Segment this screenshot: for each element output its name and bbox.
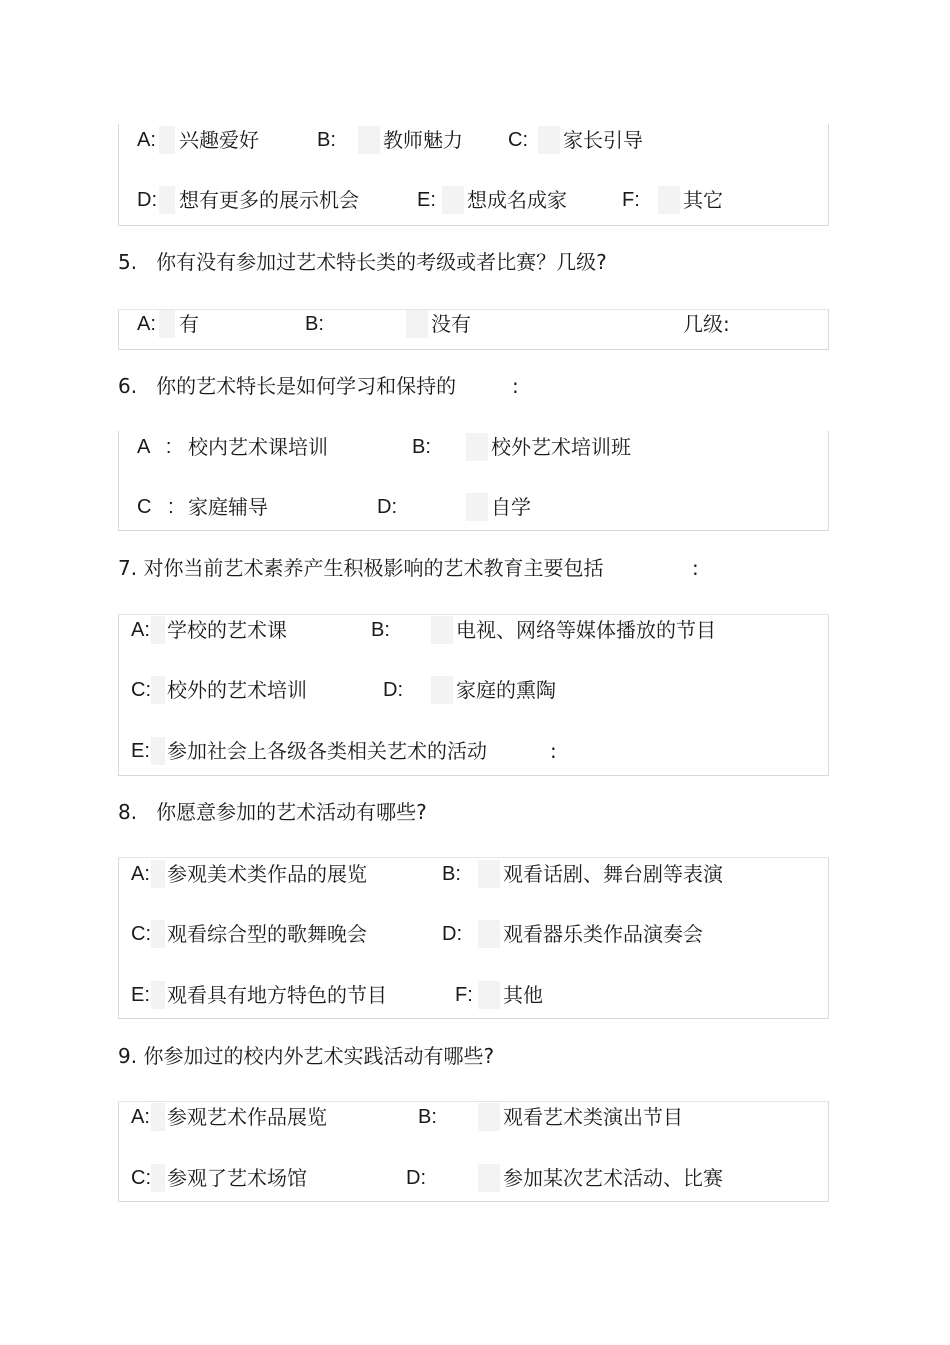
answer-blank (478, 860, 500, 888)
answer-blank (159, 126, 175, 154)
q7-option-e-text: 参加社会上各级各类相关艺术的活动 (167, 739, 487, 763)
q7-option-d-text: 家庭的熏陶 (456, 678, 556, 702)
q4-option-b-text: 教师魅力 (383, 128, 463, 152)
q7-option-c-letter: C: (131, 679, 151, 701)
answer-blank (478, 1164, 500, 1192)
answer-blank (151, 1164, 165, 1192)
q9-title: 9. 你参加过的校内外艺术实践活动有哪些? (118, 1044, 495, 1068)
q6-option-c-letter: C : (137, 496, 174, 518)
q8-title: 8. 你愿意参加的艺术活动有哪些? (118, 800, 427, 824)
q5-option-b-text: 没有 (431, 312, 471, 336)
q9-option-c-letter: C: (131, 1167, 151, 1189)
answer-blank (658, 186, 680, 214)
q8-option-c-letter: C: (131, 923, 151, 945)
q8-option-c-text: 观看综合型的歌舞晚会 (167, 922, 367, 946)
q6-option-b-letter: B: (412, 436, 431, 458)
q5-option-a-letter: A: (137, 313, 156, 335)
q8-option-e-text: 观看具有地方特色的节目 (167, 983, 387, 1007)
q5-option-a-text: 有 (179, 312, 199, 336)
q8-option-d-text: 观看器乐类作品演奏会 (503, 922, 703, 946)
q8-option-e-letter: E: (131, 984, 150, 1006)
q9-option-b-letter: B: (418, 1106, 437, 1128)
q8-option-f-text: 其他 (503, 983, 543, 1007)
q9-option-b-text: 观看艺术类演出节目 (503, 1105, 683, 1129)
q6-option-d-text: 自学 (491, 495, 531, 519)
q6-title-colon: : (512, 374, 519, 398)
q7-option-e-colon: : (550, 739, 557, 763)
q9-option-a-text: 参观艺术作品展览 (167, 1105, 327, 1129)
answer-blank (478, 1103, 500, 1131)
q4-option-a-letter: A: (137, 129, 156, 151)
q7-title: 7. 对你当前艺术素养产生积极影响的艺术教育主要包括 (118, 556, 604, 580)
q9-option-d-text: 参加某次艺术活动、比赛 (503, 1166, 723, 1190)
answer-blank (159, 186, 175, 214)
answer-blank (466, 493, 488, 521)
answer-blank (151, 616, 165, 644)
q5-option-b-letter: B: (305, 313, 324, 335)
answer-blank (159, 310, 175, 338)
q4-option-f-letter: F: (622, 189, 640, 211)
q7-option-a-text: 学校的艺术课 (167, 618, 287, 642)
q4-option-e-letter: E: (417, 189, 436, 211)
q8-option-a-text: 参观美术类作品的展览 (167, 862, 367, 886)
answer-blank (151, 920, 165, 948)
q4-option-c-letter: C: (508, 129, 528, 151)
q8-option-d-letter: D: (442, 923, 462, 945)
q8-option-a-letter: A: (131, 863, 150, 885)
q8-option-b-letter: B: (442, 863, 461, 885)
q6-option-d-letter: D: (377, 496, 397, 518)
q8-option-f-letter: F: (455, 984, 473, 1006)
answer-blank (431, 676, 453, 704)
answer-blank (358, 126, 380, 154)
q8-option-b-text: 观看话剧、舞台剧等表演 (503, 862, 723, 886)
q9-option-d-letter: D: (406, 1167, 426, 1189)
q4-option-b-letter: B: (317, 129, 336, 151)
q7-option-c-text: 校外的艺术培训 (167, 678, 307, 702)
answer-blank (478, 981, 500, 1009)
q4-option-d-text: 想有更多的展示机会 (179, 188, 359, 212)
q7-option-e-letter: E: (131, 740, 150, 762)
q4-option-d-letter: D: (137, 189, 157, 211)
q6-option-a-text: 校内艺术课培训 (188, 435, 328, 459)
answer-blank (406, 310, 428, 338)
answer-blank (151, 860, 165, 888)
q6-option-b-text: 校外艺术培训班 (491, 435, 631, 459)
q9-option-a-letter: A: (131, 1106, 150, 1128)
answer-blank (442, 186, 464, 214)
answer-blank (151, 1103, 165, 1131)
answer-blank (151, 676, 165, 704)
q4-option-e-text: 想成名成家 (467, 188, 567, 212)
answer-blank (478, 920, 500, 948)
q7-option-d-letter: D: (383, 679, 403, 701)
q7-option-a-letter: A: (131, 619, 150, 641)
q9-option-c-text: 参观了艺术场馆 (167, 1166, 307, 1190)
q7-option-b-letter: B: (371, 619, 390, 641)
q5-level-label: 几级: (683, 312, 730, 336)
q5-title: 5. 你有没有参加过艺术特长类的考级或者比赛？几级? (118, 250, 607, 274)
answer-blank (431, 616, 453, 644)
answer-blank (151, 981, 165, 1009)
answer-blank (151, 737, 165, 765)
q4-option-f-text: 其它 (683, 188, 723, 212)
answer-blank (538, 126, 560, 154)
q6-title: 6. 你的艺术特长是如何学习和保持的 (118, 374, 457, 398)
q7-option-b-text: 电视、网络等媒体播放的节目 (456, 618, 716, 642)
q6-option-a-letter: A : (137, 436, 172, 458)
answer-blank (466, 433, 488, 461)
q7-title-colon: : (692, 556, 699, 580)
q6-option-c-text: 家庭辅导 (188, 495, 268, 519)
q4-option-c-text: 家长引导 (563, 128, 643, 152)
q4-option-a-text: 兴趣爱好 (179, 128, 259, 152)
